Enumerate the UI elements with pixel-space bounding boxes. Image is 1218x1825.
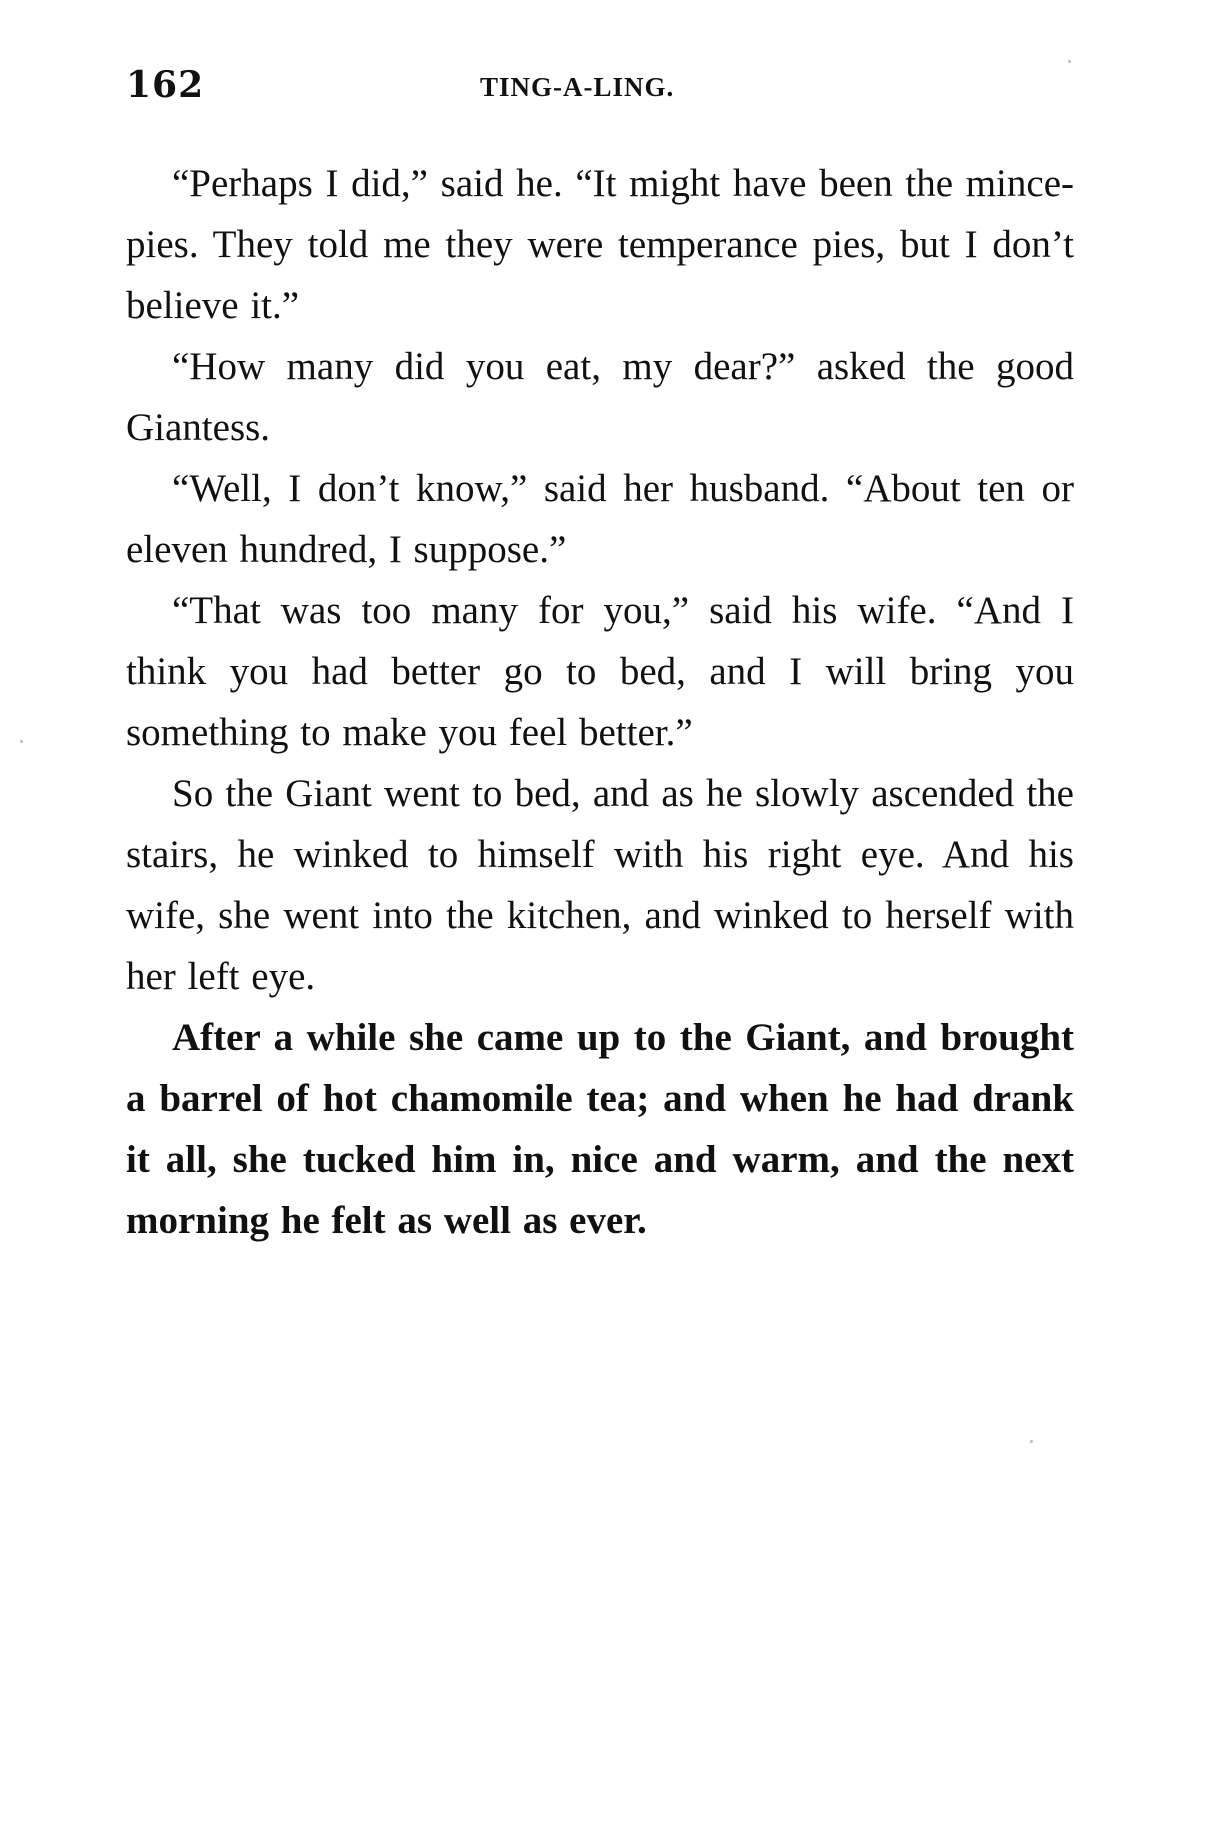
running-title: TING-A-LING. bbox=[480, 72, 675, 102]
paragraph: “That was too many for you,” said his wife. “And I think you had better go to bed, and I will bring you something to make you feel better.” bbox=[126, 589, 1074, 754]
paragraph: So the Giant went to bed, and as he slowly ascended the stairs, he winked to himself with his right eye. And his wife, she went into the kitchen, and winked to herself with her left eye. bbox=[126, 772, 1074, 998]
page-header bbox=[126, 64, 1074, 114]
paragraph: “Well, I don’t know,” said her husband. “About ten or eleven hundred, I suppose.” bbox=[126, 467, 1074, 571]
body-text bbox=[126, 153, 1074, 1251]
page-number: 162 bbox=[126, 64, 205, 106]
paper-speck bbox=[1068, 60, 1071, 63]
paper-speck bbox=[20, 740, 23, 743]
paragraph: “How many did you eat, my dear?” asked the good Giantess. bbox=[126, 345, 1074, 449]
paper-speck bbox=[1030, 1440, 1033, 1443]
paragraph: “Perhaps I did,” said he. “It might have been the mince-pies. They told me they were temperance pies, but I don’t believe it.” bbox=[126, 162, 1074, 327]
paragraph: After a while she came up to the Giant, and brought a barrel of hot chamomile tea; and when he had drank it all, she tucked him in, nice and warm, and the next morning he felt as well as ever. bbox=[126, 1016, 1074, 1242]
